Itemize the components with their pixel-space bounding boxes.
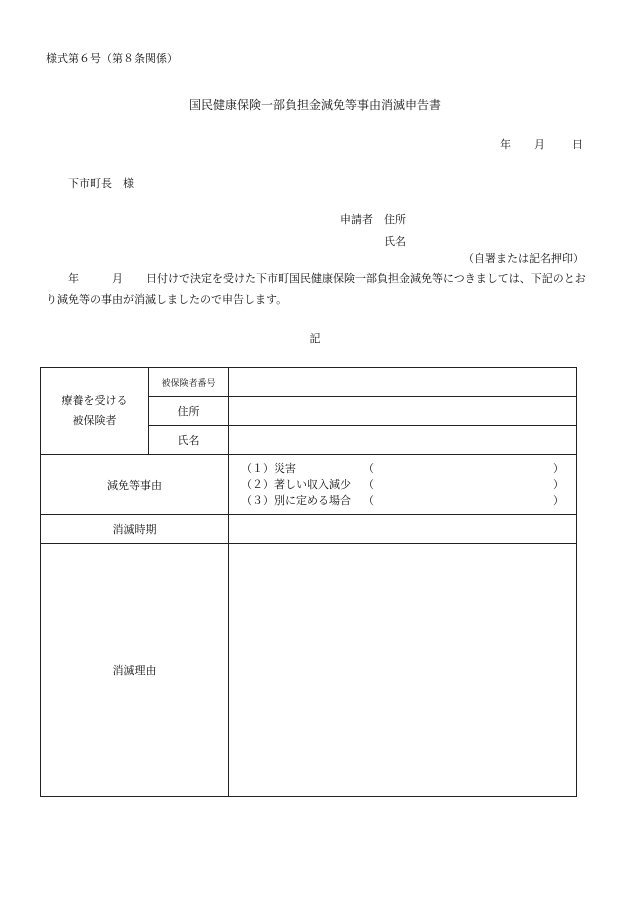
insured-header-line1: 療養を受ける — [61, 394, 128, 407]
declaration-form-table — [40, 367, 577, 797]
insured-name-label: 氏名 — [149, 426, 229, 455]
addressee: 下市町長 様 — [68, 177, 134, 190]
reason-label: （１）災害 — [241, 461, 296, 475]
applicant-label: 申請者 — [340, 213, 373, 226]
reason-option-other[interactable] — [229, 493, 576, 509]
form-number-label: 様式第６号（第８条関係） — [46, 52, 178, 65]
extinction-reason-field[interactable] — [229, 544, 577, 797]
date-line — [500, 136, 583, 152]
reason-open-paren: （ — [363, 493, 374, 507]
document-title: 国民健康保険一部負担金減免等事由消滅申告書 — [188, 98, 441, 112]
applicant-address-label: 住所 — [384, 213, 406, 226]
reason-close-paren: ） — [553, 493, 564, 507]
insured-number-field[interactable] — [229, 368, 577, 397]
reason-open-paren: （ — [363, 461, 374, 475]
reason-open-paren: （ — [363, 477, 374, 491]
applicant-name-label: 氏名 — [384, 235, 406, 248]
extinction-date-label: 消滅時期 — [41, 515, 229, 544]
extinction-reason-label: 消滅理由 — [41, 544, 229, 797]
reason-close-paren: ） — [553, 461, 564, 475]
declaration-text — [46, 268, 586, 310]
reason-option-disaster[interactable] — [229, 461, 576, 477]
seal-note: （自署または記名押印） — [463, 252, 584, 265]
extinction-date-field[interactable] — [229, 515, 577, 544]
insured-number-label: 被保険者番号 — [149, 368, 229, 397]
reason-option-income-drop[interactable] — [229, 477, 576, 493]
reason-label: （３）別に定める場合 — [241, 493, 351, 507]
reason-close-paren: ） — [553, 477, 564, 491]
reason-options — [229, 455, 577, 515]
declaration-year: 年 — [68, 272, 79, 285]
insured-name-field[interactable] — [229, 426, 577, 455]
insured-header-line2: 被保険者 — [72, 414, 117, 427]
date-day: 日 — [572, 138, 583, 151]
date-month: 月 — [534, 138, 545, 151]
date-year: 年 — [500, 138, 511, 151]
reason-label: （２）著しい収入減少 — [241, 477, 351, 491]
insured-person-header — [41, 368, 149, 455]
declaration-month: 月 — [112, 272, 123, 285]
reason-header: 減免等事由 — [41, 455, 229, 515]
declaration-body: 日付けで決定を受けた下市町国民健康保険一部負担金減免等につきましては、下記のとおり減免等の事由が消滅しましたので申告します。 — [46, 272, 586, 306]
insured-address-field[interactable] — [229, 397, 577, 426]
insured-address-label: 住所 — [149, 397, 229, 426]
ki-heading: 記 — [309, 332, 321, 345]
